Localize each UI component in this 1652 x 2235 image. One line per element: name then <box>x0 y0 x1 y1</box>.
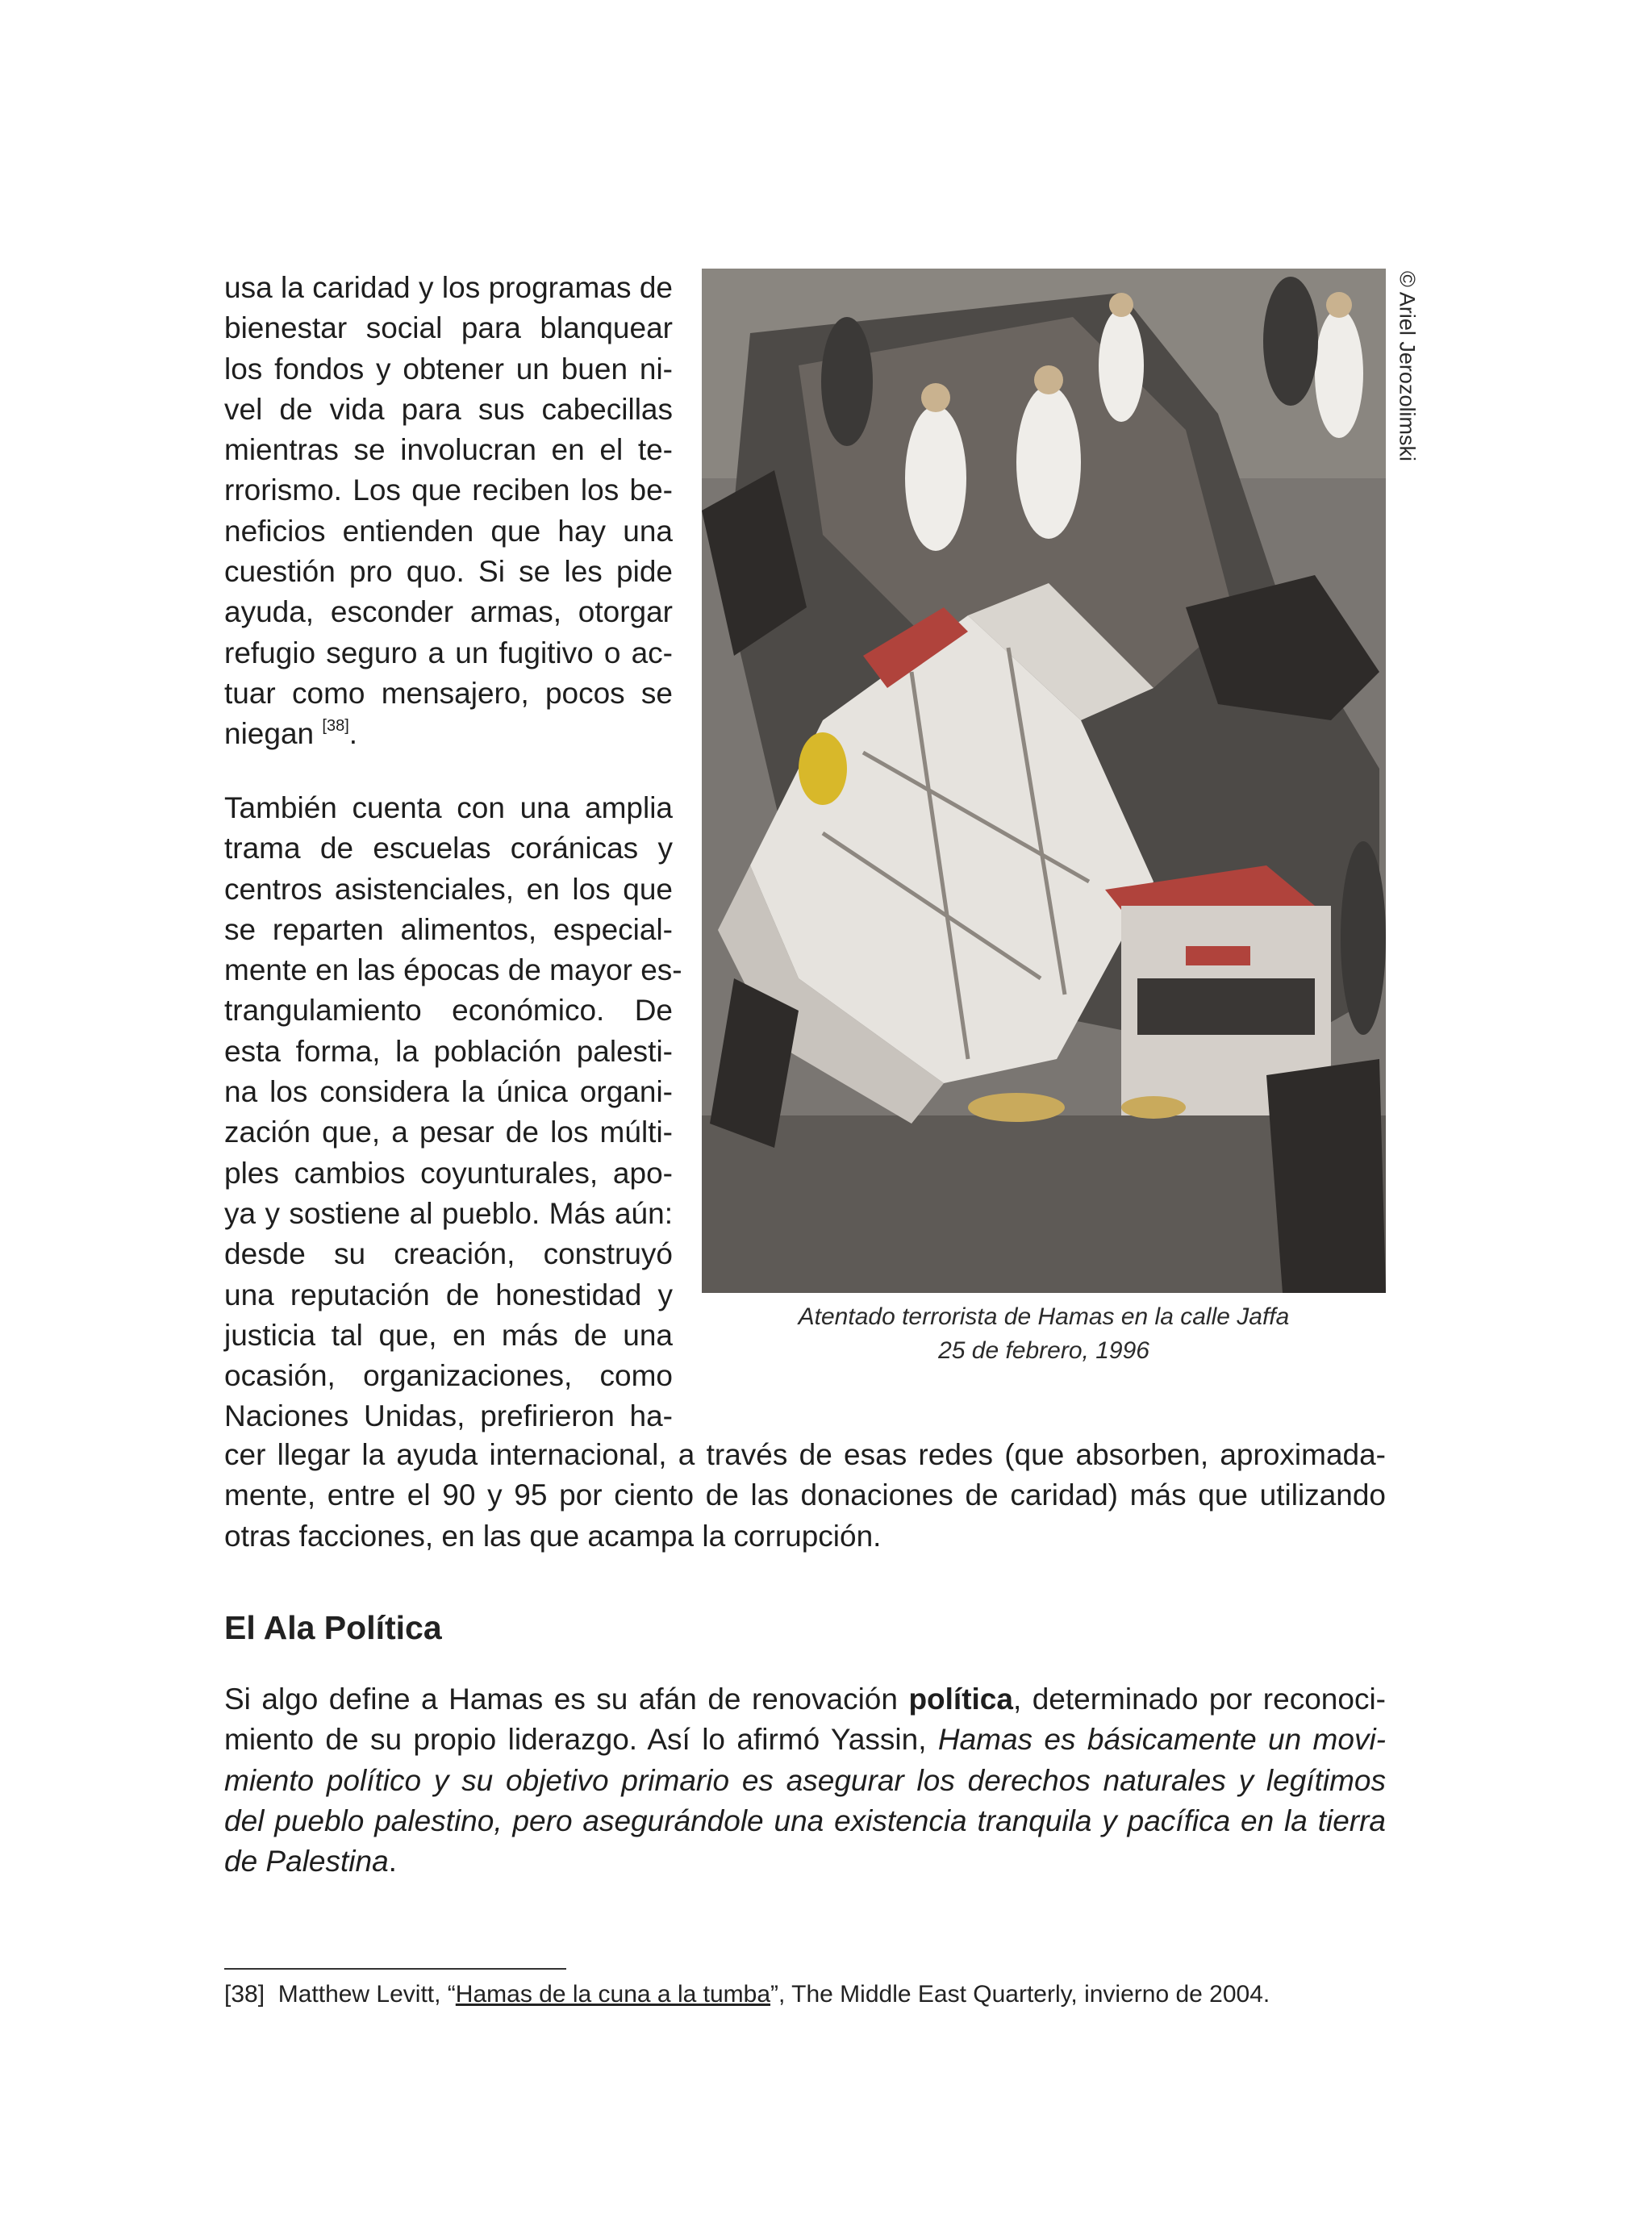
text-line: los fondos y obtener un buen ni- <box>224 352 673 386</box>
text-line: miento de su propio liderazgo. Así lo afirmó Yassin, Hamas es básicamente un movi- <box>224 1723 1386 1757</box>
figure <box>702 269 1386 1293</box>
text-line: esta forma, la población palesti- <box>224 1034 673 1068</box>
text-line: También cuenta con una amplia <box>224 791 673 824</box>
footnote-ref[interactable]: [38] <box>322 717 349 736</box>
text-line: mente en las épocas de mayor es- <box>224 953 682 987</box>
paragraph-schools <box>224 788 682 1437</box>
section-heading: El Ala Política <box>224 1609 442 1646</box>
text-line: ples cambios coyunturales, apo- <box>224 1156 673 1190</box>
text-line: niegan [38]. <box>224 717 358 751</box>
text-line: miento político y su objetivo primario es asegurar los derechos naturales y legítimos <box>224 1763 1386 1797</box>
caption-line-2: 25 de febrero, 1996 <box>938 1337 1149 1364</box>
text-line: una reputación de honestidad y <box>224 1278 673 1311</box>
paragraph-charity <box>224 268 673 755</box>
text-line: cer llegar la ayuda internacional, a través de esas redes (que absorben, aproximada- <box>224 1438 1386 1471</box>
paragraph-political <box>224 1679 1386 1882</box>
text-line: Naciones Unidas, prefirieron ha- <box>224 1399 673 1433</box>
text-line: rrorismo. Los que reciben los be- <box>224 473 673 507</box>
text-line: usa la caridad y los programas de <box>224 271 673 304</box>
text-line: na los considera la única organi- <box>224 1075 673 1109</box>
text-line: justicia tal que, en más de una <box>224 1318 673 1352</box>
footnote-divider <box>224 1968 566 1970</box>
text-line: trama de escuelas coránicas y <box>224 832 673 865</box>
footnote-author: Matthew Levitt, “ <box>277 1981 456 2008</box>
text-line: otras facciones, en las que acampa la corrupción. <box>224 1519 882 1553</box>
text-line: ayuda, esconder armas, otorgar <box>224 595 673 629</box>
text-line: tuar como mensajero, pocos se <box>224 676 673 710</box>
text-line: cuestión pro quo. Si se les pide <box>224 555 673 589</box>
text-line: mientras se involucran en el te- <box>224 433 673 467</box>
text-line: ya y sostiene al pueblo. Más aún: <box>224 1196 673 1230</box>
bus-bombing-photo <box>702 269 1386 1293</box>
footnote-number: [38] <box>224 1981 265 2008</box>
footnote-source: ”, The Middle East Quarterly, invierno de 2004. <box>770 1981 1270 2008</box>
photo-credit: © Ariel Jerozolimski <box>1395 271 1420 461</box>
footnote-link[interactable]: Hamas de la cuna a la tumba <box>455 1981 771 2008</box>
paragraph-continuation <box>224 1435 1386 1557</box>
text-line: ocasión, organizaciones, como <box>224 1359 673 1393</box>
text-line: mente, entre el 90 y 95 por ciento de las donaciones de caridad) más que utilizando <box>224 1478 1386 1512</box>
photo-caption <box>702 1300 1386 1368</box>
text-line: del pueblo palestino, pero asegurándole una existencia tranquila y pacífica en la tierra <box>224 1803 1386 1837</box>
text-line: refugio seguro a un fugitivo o ac- <box>224 636 673 669</box>
footnote <box>224 1979 1270 2011</box>
text-line: de Palestina. <box>224 1845 397 1878</box>
text-line: Si algo define a Hamas es su afán de renovación política, determinado por reconoci- <box>224 1683 1386 1716</box>
text-line: se reparten alimentos, especial- <box>224 912 673 946</box>
text-line: trangulamiento económico. De <box>224 994 673 1028</box>
text-line: bienestar social para blanquear <box>224 311 673 345</box>
text-line: neficios entienden que hay una <box>224 514 673 548</box>
text-line: zación que, a pesar de los múlti- <box>224 1115 673 1149</box>
text-line: desde su creación, construyó <box>224 1237 673 1271</box>
text-line: vel de vida para sus cabecillas <box>224 392 673 426</box>
text-line: centros asistenciales, en los que <box>224 872 673 906</box>
caption-line-1: Atentado terrorista de Hamas en la calle Jaffa <box>798 1303 1290 1330</box>
